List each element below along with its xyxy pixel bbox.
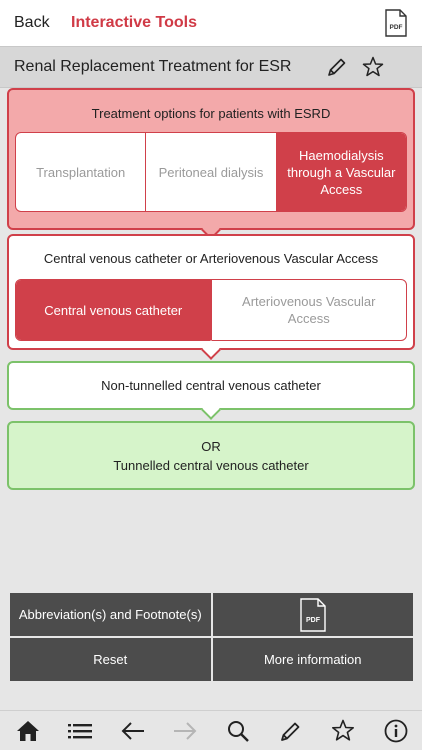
page-title: Renal Replacement Treatment for ESR: [14, 58, 292, 75]
option-peritoneal-dialysis[interactable]: Peritoneal dialysis: [145, 133, 275, 211]
step-heading: Treatment options for patients with ESRD: [91, 106, 331, 121]
edit-icon[interactable]: [278, 719, 304, 743]
nav-title: Interactive Tools: [71, 14, 197, 31]
pdf-icon: [299, 598, 327, 632]
option-haemodialysis[interactable]: Haemodialysis through a Vascular Access: [276, 133, 406, 211]
option-arteriovenous-access[interactable]: Arteriovenous Vascular Access: [211, 280, 407, 340]
star-icon[interactable]: [361, 55, 385, 79]
more-information-button[interactable]: More information: [213, 638, 414, 681]
option-central-venous-catheter[interactable]: Central venous catheter: [16, 280, 211, 340]
result-label: Tunnelled central venous catheter: [113, 458, 309, 473]
or-label: OR: [201, 439, 221, 454]
pencil-icon[interactable]: [326, 56, 348, 78]
pdf-icon[interactable]: [384, 9, 408, 37]
access-options-group: [15, 279, 407, 341]
step-heading: Central venous catheter or Arteriovenous Vascular Access: [43, 251, 379, 266]
treatment-options-group: [15, 132, 407, 212]
home-icon[interactable]: [15, 719, 41, 743]
result-label: Non-tunnelled central venous catheter: [101, 378, 321, 393]
pdf-icon-text: PDF: [305, 616, 320, 624]
top-nav-bar: [0, 0, 422, 46]
option-transplantation[interactable]: Transplantation: [36, 164, 126, 180]
bottom-toolbar: [0, 710, 422, 750]
info-icon[interactable]: [383, 719, 409, 743]
reset-button[interactable]: Reset: [10, 638, 211, 681]
star-icon[interactable]: [330, 719, 356, 743]
abbreviations-button[interactable]: Abbreviation(s) and Footnote(s): [10, 593, 211, 636]
pdf-icon-text: PDF: [389, 24, 403, 31]
back-button[interactable]: Back: [14, 14, 50, 31]
search-icon[interactable]: [225, 719, 251, 743]
forward-arrow-icon[interactable]: [172, 719, 198, 743]
action-buttons: [10, 593, 413, 683]
step-access-type: [7, 234, 415, 350]
step-treatment-options: [7, 88, 415, 230]
page-title-bar: [0, 46, 422, 88]
list-icon[interactable]: [67, 719, 93, 743]
pdf-button[interactable]: [213, 593, 414, 636]
result-tunnelled: [7, 421, 415, 490]
back-arrow-icon[interactable]: [120, 719, 146, 743]
